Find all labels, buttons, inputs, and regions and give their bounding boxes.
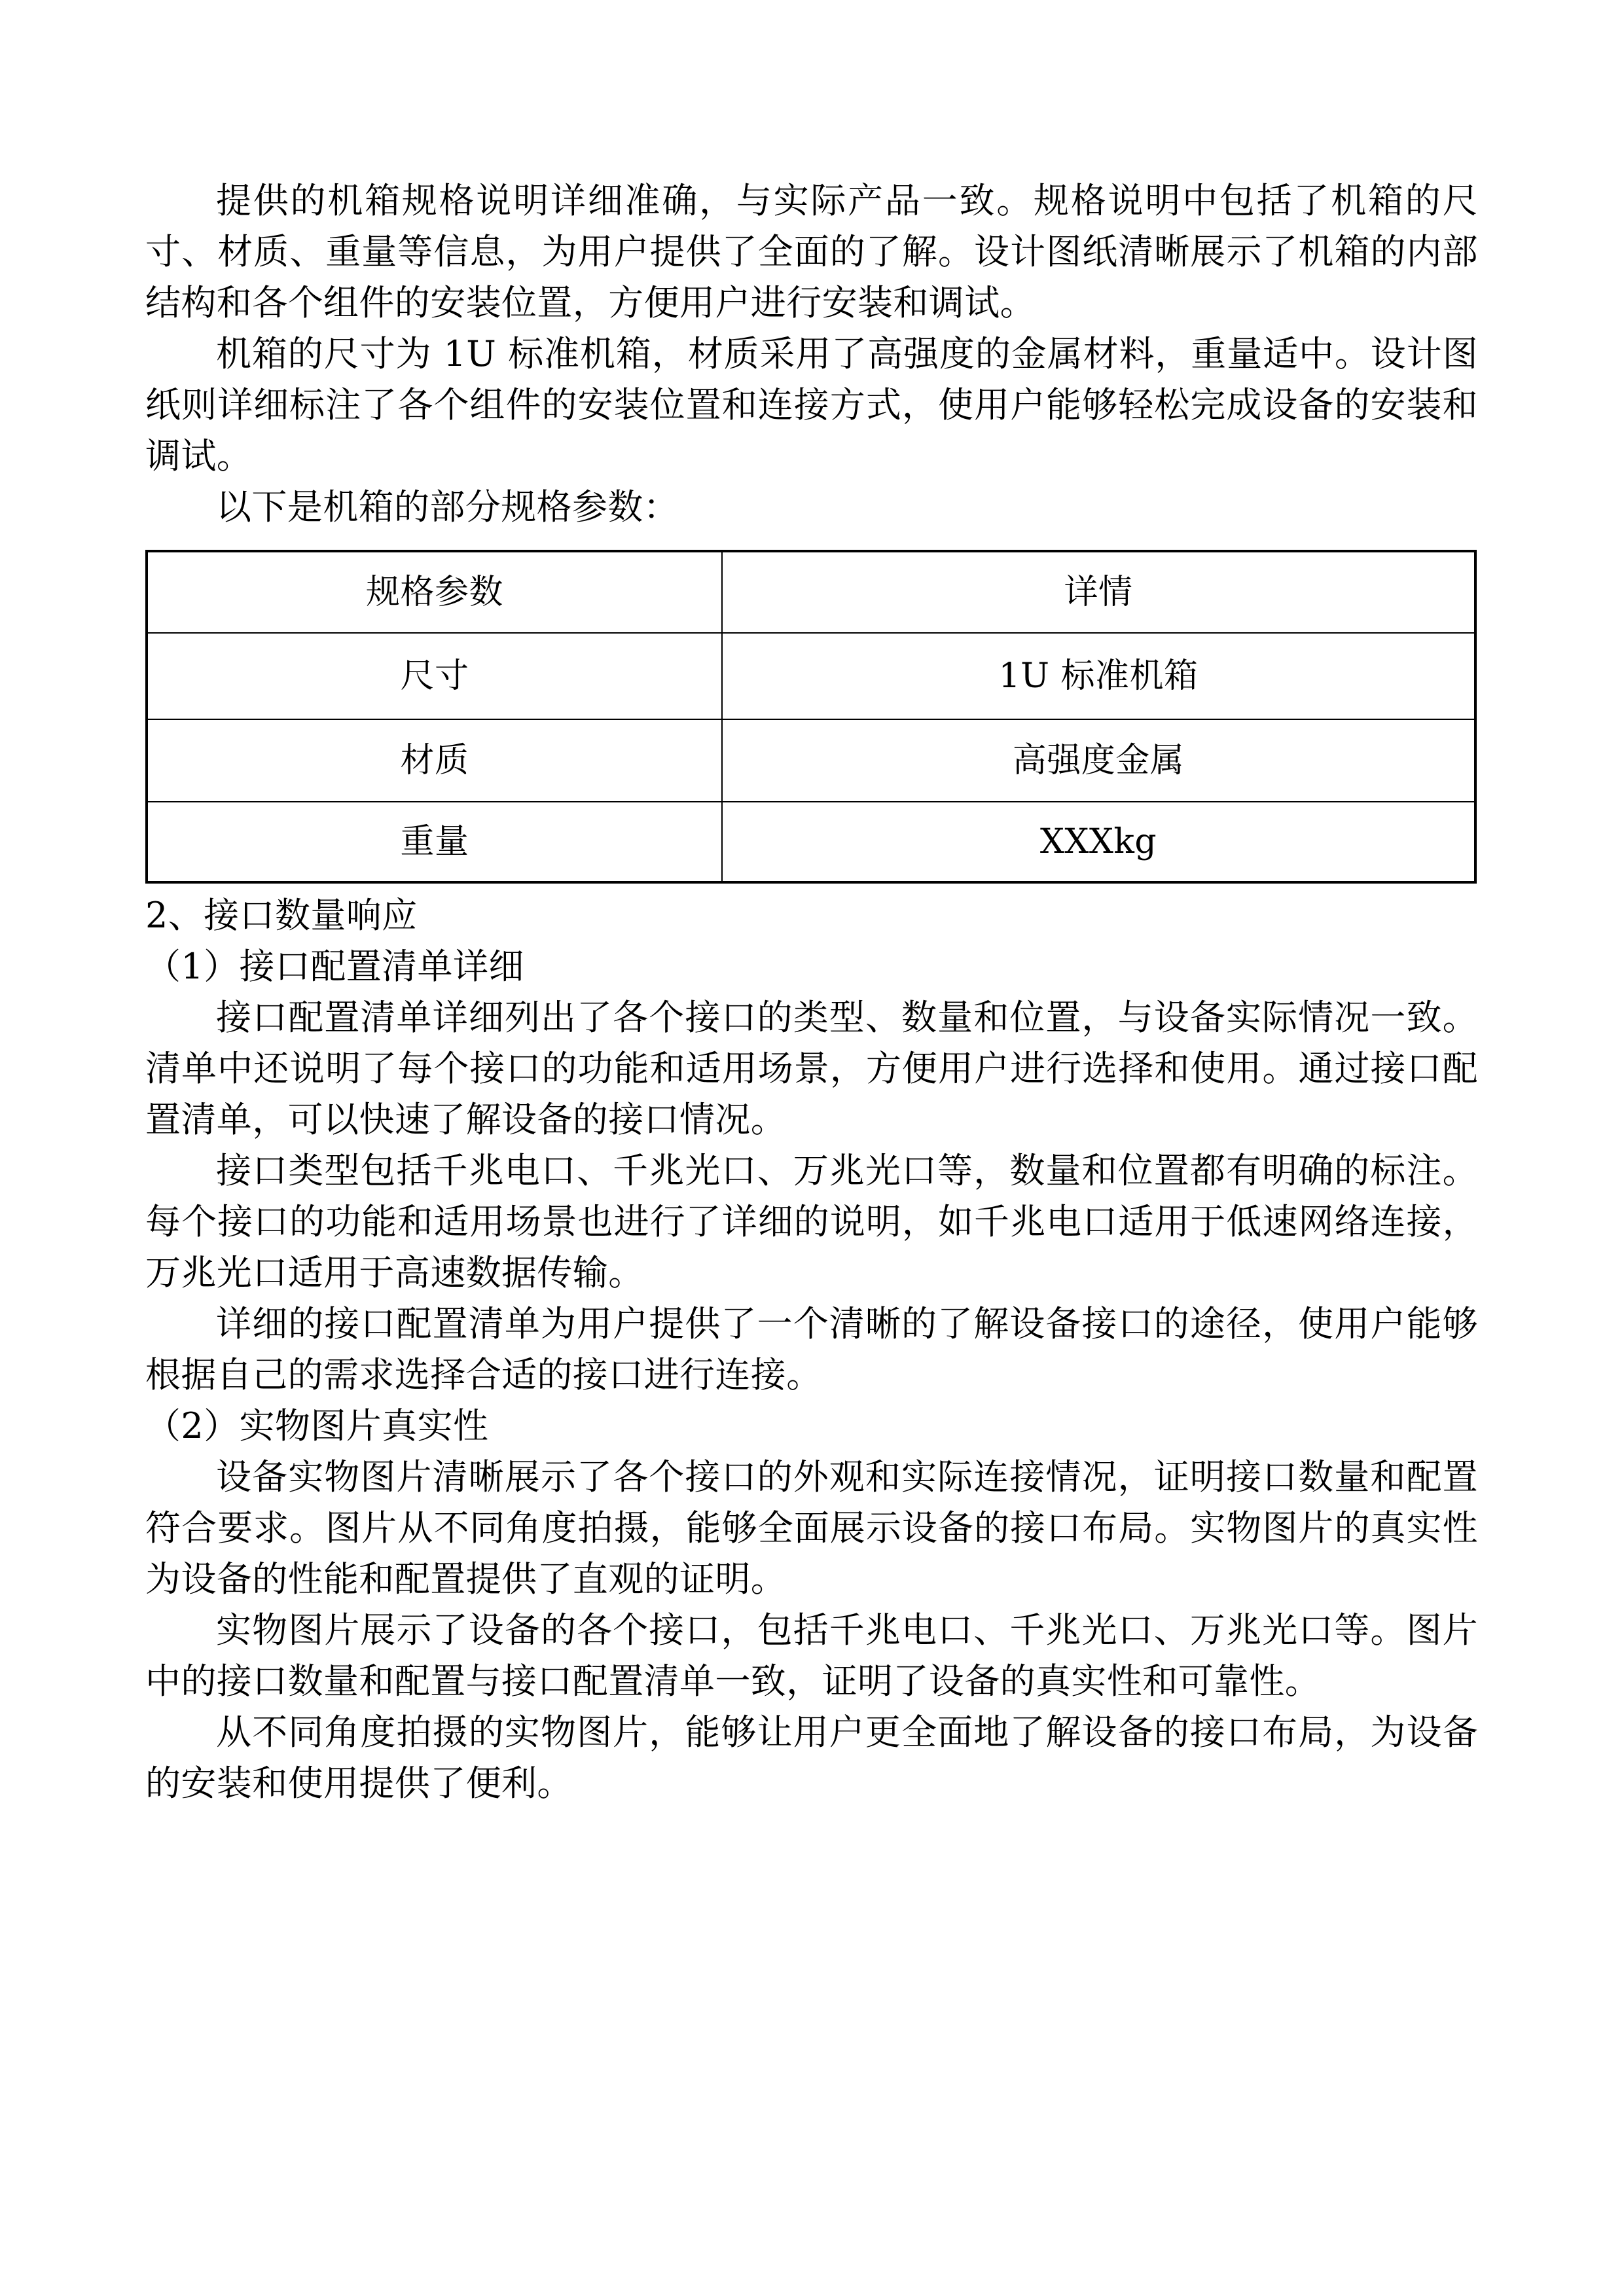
table-header-parameter: 规格参数 (147, 551, 722, 633)
section-heading-interface-count: 2、接口数量响应 (145, 895, 418, 936)
paragraph-table-lead-in: 以下是机箱的部分规格参数： (216, 486, 679, 528)
paragraph-photo-angles-benefit: 从不同角度拍摄的实物图片，能够让用户更全面地了解设备的接口布局，为设备的安装和使用提供了便利。 (145, 1712, 1478, 1804)
page-content (145, 175, 1478, 1809)
paragraph-interface-types: 接口类型包括千兆电口、千兆光口、万兆光口等，数量和位置都有明确的标注。每个接口的功能和适用场景也进行了详细的说明，如千兆电口适用于低速网络连接，万兆光口适用于高速数据传输。 (145, 1150, 1478, 1293)
table-header-row (147, 551, 1475, 633)
paragraph-photo-matches-list: 实物图片展示了设备的各个接口，包括千兆电口、千兆光口、万兆光口等。图片中的接口数量和配置与接口配置清单一致，证明了设备的真实性和可靠性。 (145, 1609, 1478, 1702)
paragraph-photo-shows-interfaces: 设备实物图片清晰展示了各个接口的外观和实际连接情况，证明接口数量和配置符合要求。图片从不同角度拍摄，能够全面展示设备的接口布局。实物图片的真实性为设备的性能和配置提供了直观的证明。 (145, 1456, 1478, 1600)
subsection-heading-interface-list: （1）接口配置清单详细 (145, 946, 524, 987)
paragraph-interface-list-detail: 接口配置清单详细列出了各个接口的类型、数量和位置，与设备实际情况一致。清单中还说明了每个接口的功能和适用场景，方便用户进行选择和使用。通过接口配置清单，可以快速了解设备的接口情况。 (145, 997, 1478, 1140)
spec-table-container (145, 550, 1478, 884)
table-cell-label-weight: 重量 (147, 802, 722, 882)
table-row (147, 633, 1475, 719)
table-cell-label-size: 尺寸 (147, 633, 722, 719)
table-cell-value-material: 高强度金属 (722, 719, 1475, 802)
paragraph-chassis-dimensions: 机箱的尺寸为 1U 标准机箱，材质采用了高强度的金属材料，重量适中。设计图纸则详细标注了各个组件的安装位置和连接方式，使用户能够轻松完成设备的安装和调试。 (145, 333, 1478, 476)
subsection-heading-photo-authenticity: （2）实物图片真实性 (145, 1405, 489, 1446)
table-cell-label-material: 材质 (147, 719, 722, 802)
paragraph-intro-spec: 提供的机箱规格说明详细准确，与实际产品一致。规格说明中包括了机箱的尺寸、材质、重量等信息，为用户提供了全面的了解。设计图纸清晰展示了机箱的内部结构和各个组件的安装位置，方便用户进行安装和调试。 (145, 180, 1478, 323)
paragraph-interface-list-benefit: 详细的接口配置清单为用户提供了一个清晰的了解设备接口的途径，使用户能够根据自己的需求选择合适的接口进行连接。 (145, 1303, 1478, 1395)
table-cell-value-size: 1U 标准机箱 (722, 633, 1475, 719)
spec-table (145, 550, 1477, 884)
table-cell-value-weight: XXXkg (722, 802, 1475, 882)
table-row (147, 802, 1475, 882)
table-header-detail: 详情 (722, 551, 1475, 633)
table-row (147, 719, 1475, 802)
